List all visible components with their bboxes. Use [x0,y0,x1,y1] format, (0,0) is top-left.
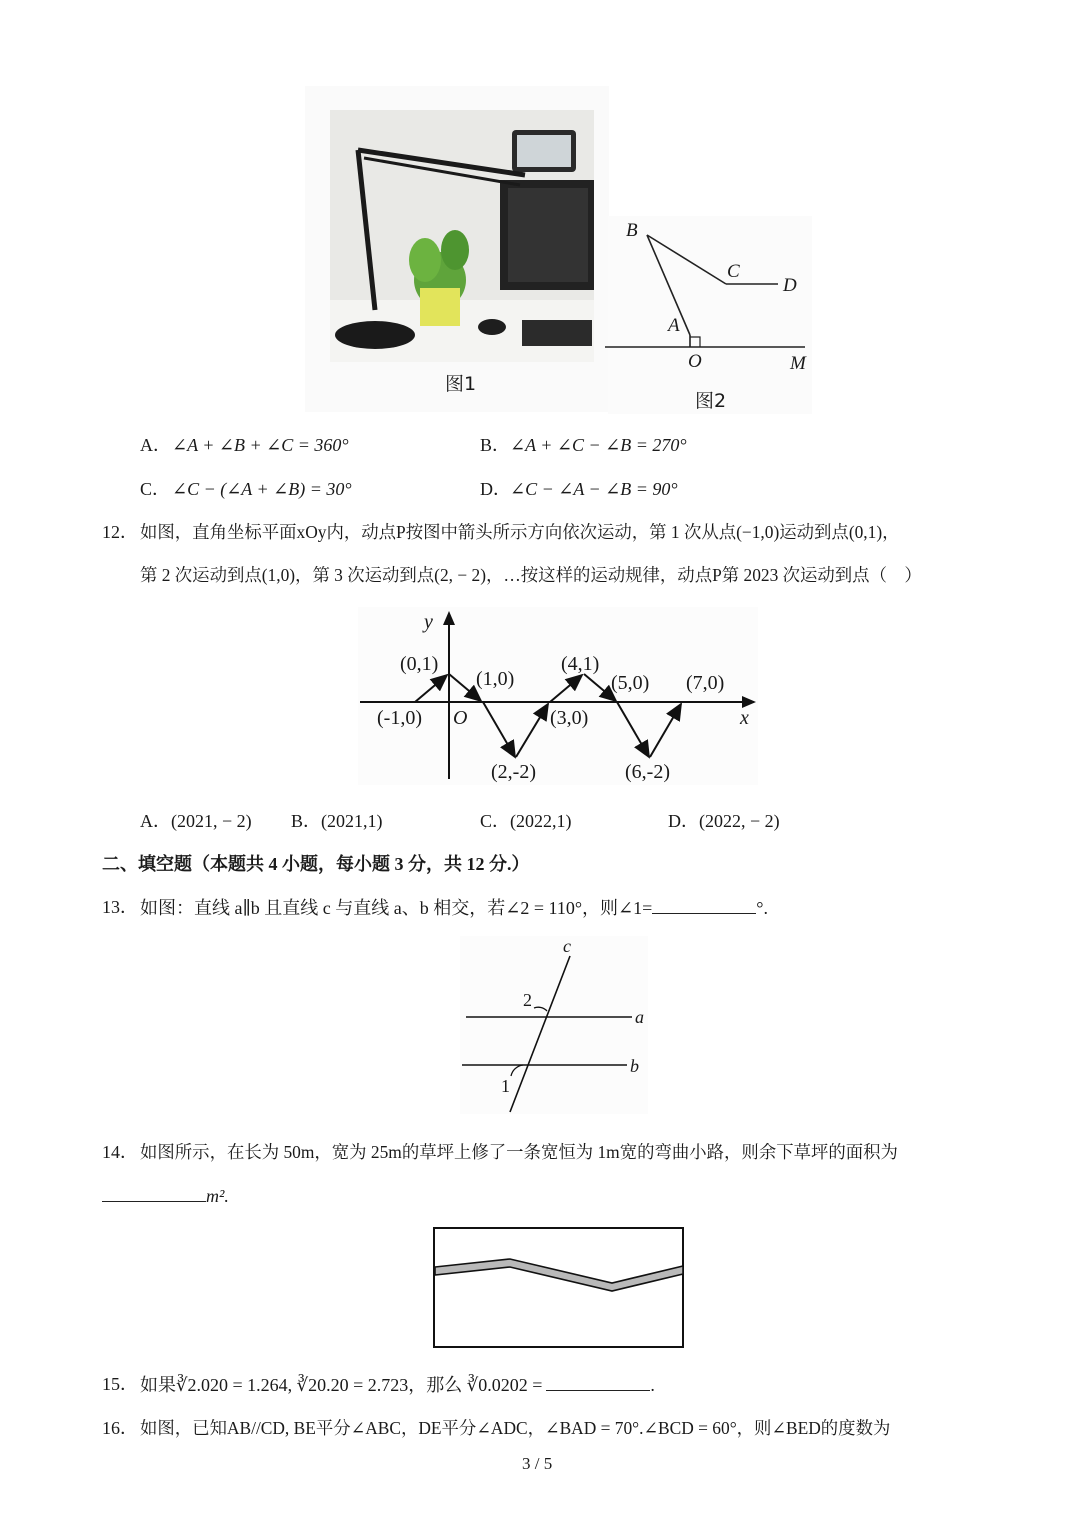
q13-label-angle-2: 2 [523,990,532,1010]
label-o: O [688,351,702,372]
q12-number: 12． [102,522,138,542]
label-b: B [626,220,638,241]
line-c [510,956,570,1112]
graph-label-x: x [740,707,749,729]
move-5 [550,675,582,702]
q12-option-a: A．(2021, − 2) [140,811,252,831]
graph-label-y: y [424,611,433,633]
page-number: 3 / 5 [522,1454,553,1473]
q12-line-1: 如图，直角坐标平面xOy内，动点P按图中箭头所示方向依次运动，第 1 次从点(−1,0)运动到点(0,1)， [140,522,900,542]
q12-option-b: B．(2021,1) [291,811,383,831]
q13-text-before: 如图：直线 a∥b 且直线 c 与直线 a、b 相交，若∠2 = 110°，则∠1= [140,898,653,918]
q15-if: 如果 [140,1375,176,1395]
move-3 [483,702,515,757]
q14-line-1: 如图所示，在长为 50m，宽为 25m的草坪上修了一条宽恒为 1m宽的弯曲小路，则余下草坪的面积为 [140,1142,898,1162]
graph-label-p30: (3,0) [550,707,589,729]
angle-1-arc [511,1065,523,1076]
graph-label-p70: (7,0) [686,672,725,694]
graph-label-p41: (4,1) [561,653,600,675]
graph-label-pm10: (-1,0) [377,707,422,729]
q11-option-b-label: B． [480,435,511,455]
lawn-rectangle [434,1228,683,1347]
q12-line-2: 第 2 次运动到点(1,0)，第 3 次运动到点(2, − 2)，…按这样的运动规律，动点P第 2023 次运动到点（ ） [140,565,922,585]
graph-label-o: O [453,707,468,729]
desk-lamp-illustration [330,110,594,362]
move-1 [415,675,447,702]
q13-label-c: c [563,936,571,956]
q16-number: 16． [102,1418,138,1438]
q15-number: 15． [102,1374,138,1394]
q14-unit: m². [206,1186,229,1206]
angle-2-arc [534,1007,547,1011]
q13-label-b: b [630,1056,639,1076]
q11-option-d-text: ∠C − ∠A − ∠B = 90° [510,479,678,499]
q14-lawn-figure [432,1226,686,1350]
graph-label-p6m2: (6,-2) [625,761,670,783]
label-c: C [727,261,740,282]
q15-end: . [650,1375,655,1395]
q13-number: 13． [102,897,138,917]
q13-text-after: °. [756,898,768,918]
q12-coordinate-graph [358,607,758,785]
q11-option-d-label: D． [480,479,511,499]
figure-1-caption: 图1 [445,373,477,395]
q11-option-a-label: A． [140,435,171,455]
q13-parallel-lines-figure [460,936,648,1114]
segment-bc [647,235,726,284]
q11-option-a-text: ∠A + ∠B + ∠C = 360° [172,435,349,455]
label-a: A [668,315,680,336]
label-m: M [790,353,806,374]
figure-2-caption: 图2 [695,390,727,412]
q12-option-d: D．(2022, − 2) [668,811,780,831]
q14-answer-blank[interactable] [102,1183,206,1202]
q15-text [140,1372,655,1397]
q15-answer-blank[interactable] [546,1372,650,1391]
move-8 [650,704,681,757]
move-4 [516,704,548,757]
section-2-heading: 二、填空题（本题共 4 小题，每小题 3 分，共 12 分.） [102,854,530,874]
q13-text [140,895,768,920]
graph-label-p10: (1,0) [476,668,515,690]
label-d: D [783,275,797,296]
q11-option-c-label: C． [140,479,171,499]
q13-label-a: a [635,1007,644,1027]
q11-option-c-text: ∠C − (∠A + ∠B) = 30° [172,479,352,499]
q14-line-2 [102,1183,229,1208]
y-axis-arrow-icon [443,611,455,625]
graph-label-p2m2: (2,-2) [491,761,536,783]
graph-label-p01: (0,1) [400,653,439,675]
q13-label-angle-1: 1 [501,1076,510,1096]
q14-number: 14． [102,1142,138,1162]
q12-option-c: C．(2022,1) [480,811,572,831]
q16-text: 如图，已知AB//CD, BE平分∠ABC，DE平分∠ADC，∠BAD = 70°.∠BCD = 60°，则∠BED的度数为 [140,1418,891,1438]
right-angle-mark [690,337,700,347]
move-7 [617,702,649,757]
q11-option-b-text: ∠A + ∠C − ∠B = 270° [510,435,687,455]
q13-answer-blank[interactable] [652,895,756,914]
q15-roots: ∛2.020 = 1.264, ∛20.20 = 2.723，那么 ∛0.0202 = [176,1375,543,1395]
desk-lamp-photo [330,110,594,362]
graph-label-p50: (5,0) [611,672,650,694]
